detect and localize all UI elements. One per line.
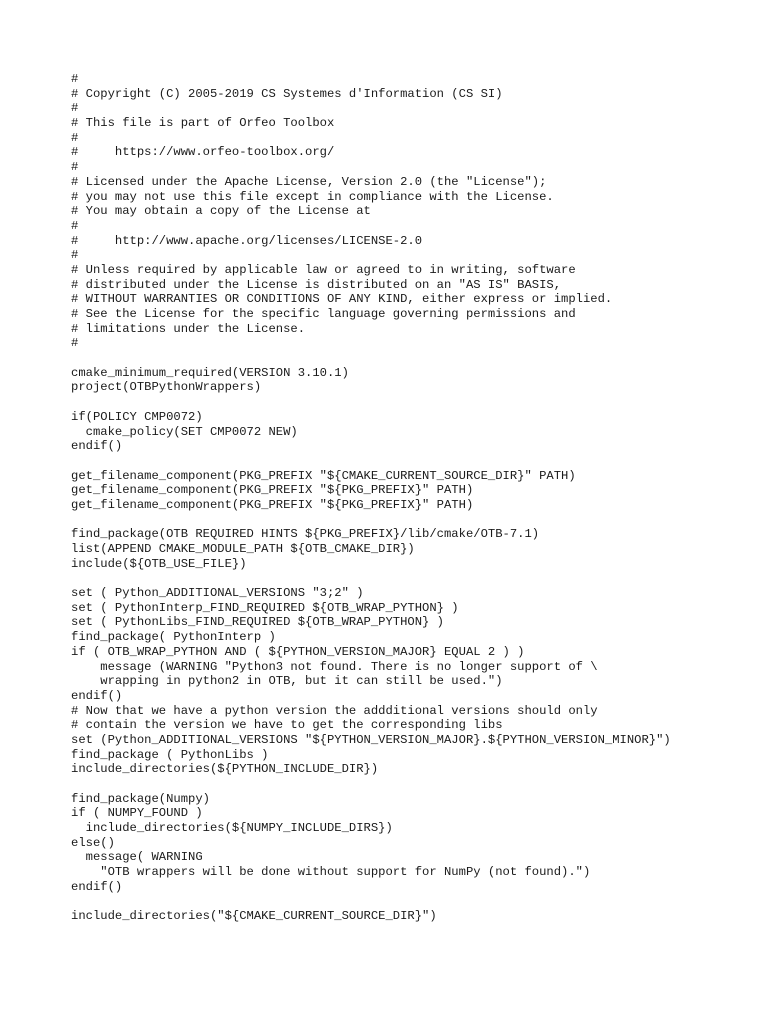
code-line: # Now that we have a python version the addditional versions should only (71, 703, 598, 718)
code-line (71, 395, 751, 410)
code-line: wrapping in python2 in OTB, but it can still be used.") (71, 674, 503, 689)
code-line: # (71, 72, 79, 86)
code-line: set ( PythonLibs_FIND_REQUIRED ${OTB_WRAP_PYTHON} ) (71, 615, 444, 630)
code-line: cmake_minimum_required(VERSION 3.10.1) (71, 365, 349, 380)
code-listing (71, 72, 751, 924)
code-line: set (Python_ADDITIONAL_VERSIONS "${PYTHON_VERSION_MAJOR}.${PYTHON_VERSION_MINOR}") (71, 732, 671, 747)
code-line: # You may obtain a copy of the License at (71, 204, 371, 219)
code-line: # (71, 101, 79, 116)
code-line: message (WARNING "Python3 not found. There is no longer support of \ (71, 659, 598, 674)
code-line: # you may not use this file except in compliance with the License. (71, 189, 554, 204)
code-line: include_directories("${CMAKE_CURRENT_SOURCE_DIR}") (71, 909, 437, 924)
code-line: # http://www.apache.org/licenses/LICENSE-2.0 (71, 233, 423, 248)
code-line: # Licensed under the Apache License, Version 2.0 (the "License"); (71, 174, 547, 189)
code-line: # (71, 218, 79, 233)
code-line: set ( Python_ADDITIONAL_VERSIONS "3;2" ) (71, 586, 364, 601)
code-line: # distributed under the License is distributed on an "AS IS" BASIS, (71, 277, 562, 292)
code-line: endif() (71, 439, 123, 454)
code-line: "OTB wrappers will be done without support for NumPy (not found).") (71, 865, 591, 880)
code-line: list(APPEND CMAKE_MODULE_PATH ${OTB_CMAKE_DIR}) (71, 542, 415, 556)
code-line (71, 454, 751, 469)
code-line: # https://www.orfeo-toolbox.org/ (71, 145, 335, 160)
code-line: endif() (71, 688, 123, 703)
code-line: if ( OTB_WRAP_PYTHON AND ( ${PYTHON_VERSION_MAJOR} EQUAL 2 ) ) (71, 644, 525, 659)
code-line: # contain the version we have to get the corresponding libs (71, 718, 503, 733)
code-line (71, 571, 751, 586)
code-line (71, 351, 751, 366)
code-line: # WITHOUT WARRANTIES OR CONDITIONS OF ANY KIND, either express or implied. (71, 292, 613, 307)
code-line: get_filename_component(PKG_PREFIX "${PKG_PREFIX}" PATH) (71, 497, 474, 512)
code-line: endif() (71, 879, 123, 894)
code-line: # (71, 130, 79, 145)
code-line (71, 513, 751, 528)
code-line: # (71, 336, 79, 351)
code-line: # (71, 160, 79, 175)
code-line: # (71, 248, 79, 263)
code-line: if(POLICY CMP0072) (71, 409, 203, 424)
code-line: include(${OTB_USE_FILE}) (71, 556, 247, 571)
code-line: find_package(Numpy) (71, 791, 210, 806)
code-line (71, 777, 751, 792)
code-line: project(OTBPythonWrappers) (71, 380, 262, 395)
code-line: # Copyright (C) 2005-2019 CS Systemes d'Information (CS SI) (71, 86, 503, 101)
code-line: message( WARNING (71, 850, 203, 865)
code-line: set ( PythonInterp_FIND_REQUIRED ${OTB_WRAP_PYTHON} ) (71, 600, 459, 615)
code-line: else() (71, 835, 115, 850)
code-line: get_filename_component(PKG_PREFIX "${PKG_PREFIX}" PATH) (71, 483, 474, 498)
code-line: # limitations under the License. (71, 321, 306, 336)
code-line: include_directories(${PYTHON_INCLUDE_DIR}) (71, 762, 379, 777)
code-line: cmake_policy(SET CMP0072 NEW) (71, 424, 298, 439)
code-line: # Unless required by applicable law or agreed to in writing, software (71, 262, 576, 277)
code-line: if ( NUMPY_FOUND ) (71, 806, 203, 821)
code-line: # See the License for the specific language governing permissions and (71, 307, 576, 321)
code-line: find_package( PythonInterp ) (71, 630, 276, 645)
code-line: find_package ( PythonLibs ) (71, 747, 269, 762)
code-line (71, 895, 751, 910)
code-line: find_package(OTB REQUIRED HINTS ${PKG_PREFIX}/lib/cmake/OTB-7.1) (71, 527, 540, 542)
code-line: # This file is part of Orfeo Toolbox (71, 116, 335, 131)
code-line: get_filename_component(PKG_PREFIX "${CMAKE_CURRENT_SOURCE_DIR}" PATH) (71, 468, 576, 483)
code-line: include_directories(${NUMPY_INCLUDE_DIRS}) (71, 821, 393, 836)
